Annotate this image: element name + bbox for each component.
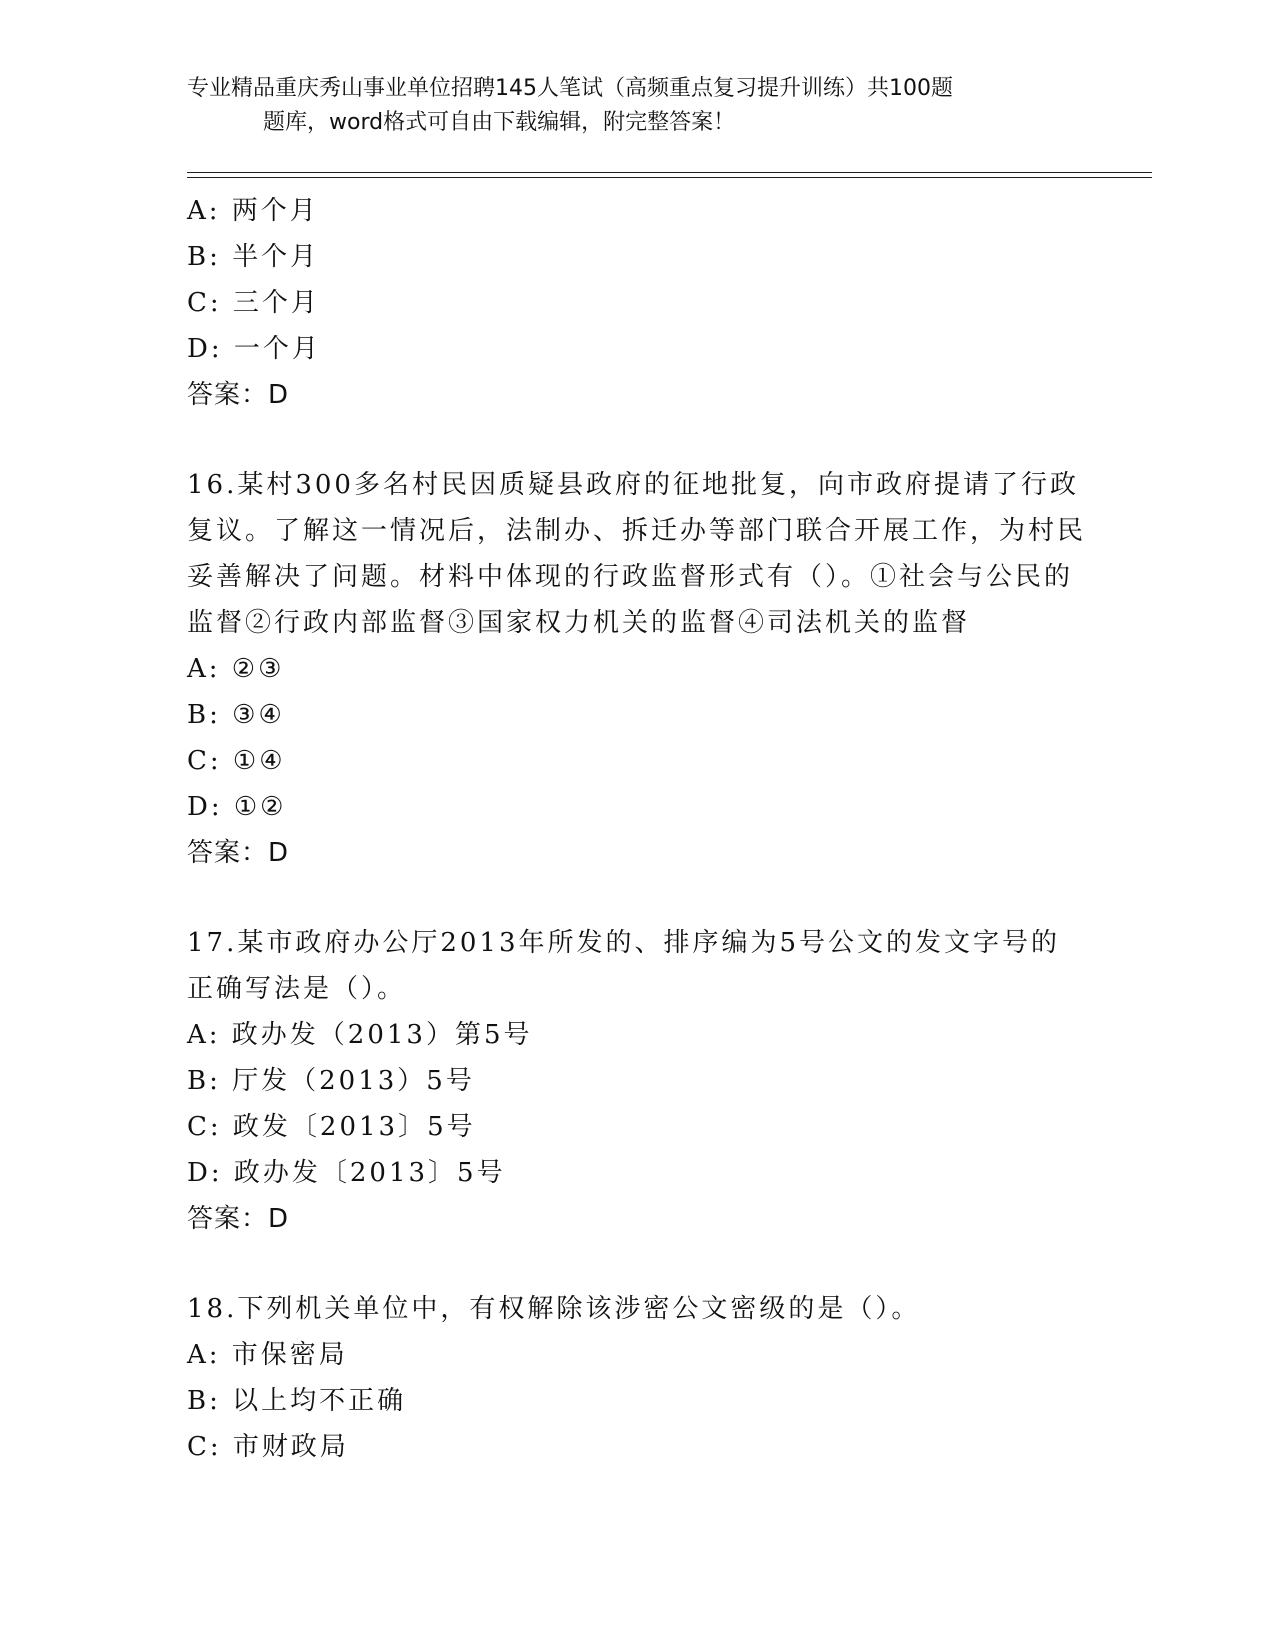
question-17-stem: 17.某市政府办公厅2013年所发的、排序编为5号公文的发文字号的正确写法是（）。 [187,928,1061,1004]
header-rule-bottom [187,177,1152,178]
header-title-line2: 题库，word格式可自由下载编辑，附完整答案！ [263,110,736,135]
question-18 [187,1286,1087,1470]
header-rule-top [187,172,1152,173]
question-16 [187,462,1087,876]
question-15-option-c: C: 三个月 [187,288,320,318]
question-16-stem: 16.某村300多名村民因质疑县政府的征地批复，向市政府提请了行政复议。了解这一情况后，法制办、拆迁办等部门联合开展工作，为村民妥善解决了问题。材料中体现的行政监督形式有（）。①社会与公民的监督②行政内部监督③国家权力机关的监督④司法机关的监督 [187,470,1087,638]
question-list [187,188,1087,1470]
question-18-option-c: C: 市财政局 [187,1432,349,1462]
header-title-line1: 专业精品重庆秀山事业单位招聘145人笔试（高频重点复习提升训练）共100题 [187,76,953,101]
question-17-option-c: C: 政发〔2013〕5号 [187,1112,476,1142]
spacer [187,1242,1087,1286]
question-17 [187,920,1087,1242]
question-17-option-a: A: 政办发（2013）第5号 [187,1020,533,1050]
question-16-option-d: D: ①② [187,792,287,822]
question-18-option-b: B: 以上均不正确 [187,1386,407,1416]
question-18-option-a: A: 市保密局 [187,1340,348,1370]
question-17-option-d: D: 政办发〔2013〕5号 [187,1158,506,1188]
question-17-answer: 答案：D [187,1204,290,1234]
question-15-answer: 答案：D [187,380,290,410]
question-16-option-c: C: ①④ [187,746,286,776]
question-15-option-b: B: 半个月 [187,242,320,272]
question-16-answer: 答案：D [187,838,290,868]
question-16-option-b: B: ③④ [187,700,285,730]
spacer [187,418,1087,462]
question-16-option-a: A: ②③ [187,654,285,684]
question-15-option-a: A: 两个月 [187,196,319,226]
question-18-stem: 18.下列机关单位中，有权解除该涉密公文密级的是（）。 [187,1294,921,1324]
question-17-option-b: B: 厅发（2013）5号 [187,1066,475,1096]
document-header [187,72,1067,140]
question-15-option-d: D: 一个月 [187,334,321,364]
question-15 [187,188,1087,418]
spacer [187,876,1087,920]
